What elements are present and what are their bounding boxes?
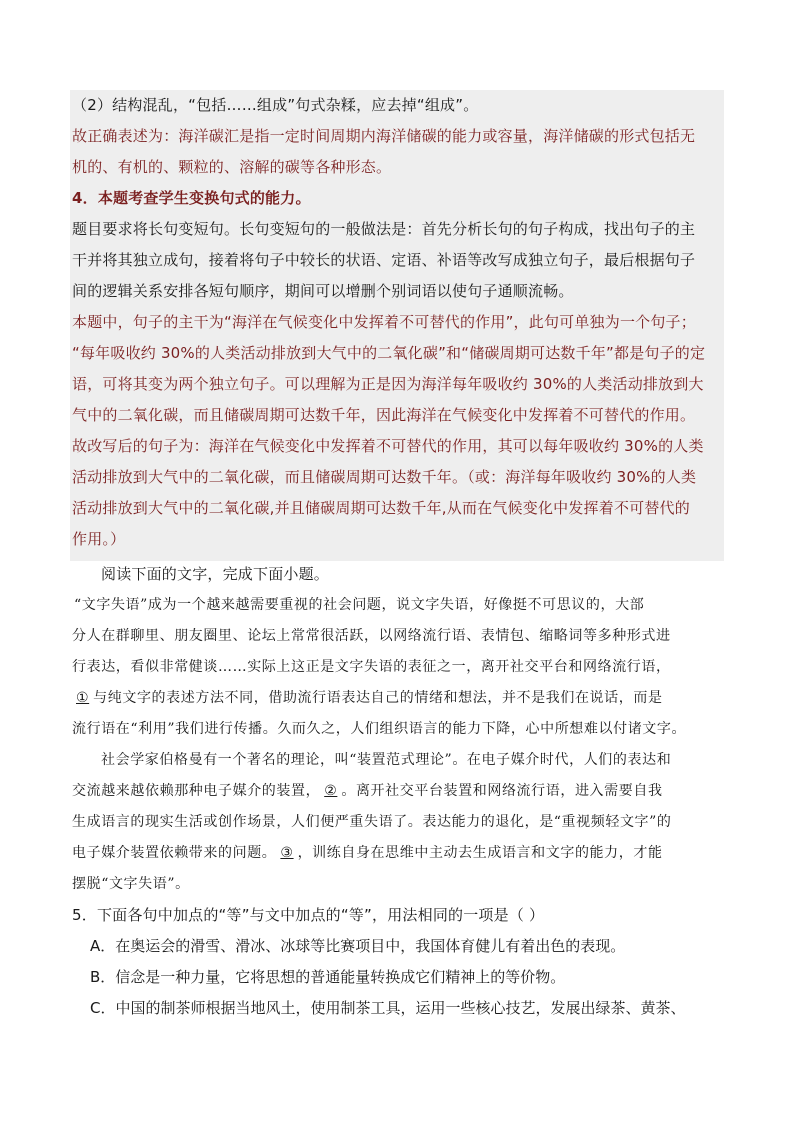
answer-line-5: 题目要求将长句变短句。长句变短句的一般做法是：首先分析长句的句子构成，找出句子的主: [72, 220, 696, 238]
question-5-stem: 5．下面各句中加点的“等”与文中加点的“等”，用法相同的一项是（ ）: [72, 906, 545, 924]
passage-line-5: 流行语在“利用”我们进行传播。久而久之，人们组织语言的能力下降，心中所想难以付诸文字。: [72, 721, 687, 737]
option-b[interactable]: B．信念是一种力量，它将思想的普通能量转换成它们精神上的等价物。: [90, 968, 566, 986]
passage-line-9-text-b: ，训练自身在思维中主动去生成语言和文字的能力，才能: [297, 845, 663, 861]
passage-line-1: “文字失语”成为一个越来越需要重视的社会问题，说文字失语，好像挺不可思议的，大部: [74, 597, 645, 613]
option-a[interactable]: A．在奥运会的滑雪、滑冰、冰球等比赛项目中，我国体育健儿有着出色的表现。: [90, 937, 626, 955]
passage-line-9-text-a: 电子媒介装置依赖带来的问题。: [72, 845, 277, 861]
blank-1: ①: [76, 690, 90, 706]
passage-line-7-text-a: 交流越来越依赖那种电子媒介的装置，: [72, 783, 321, 799]
answer-line-8: 本题中，句子的主干为“海洋在气候变化中发挥着不可替代的作用”，此句可单独为一个句子；: [72, 313, 696, 331]
answer-line-4: 4．本题考查学生变换句式的能力。: [72, 189, 311, 207]
passage-line-7-text-b: 。离开社交平台装置和网络流行语，进入需要自我: [341, 783, 663, 799]
answer-line-13: 活动排放到大气中的二氧化碳，而且储碳周期可达数千年。（或：海洋每年吸收约 30%的人类: [72, 468, 697, 486]
answer-line-2: 故正确表述为：海洋碳汇是指一定时间周期内海洋储碳的能力或容量，海洋储碳的形式包括无: [72, 127, 696, 145]
passage-line-6: 社会学家伯格曼有一个著名的理论，叫“装置范式理论”。在电子媒介时代，人们的表达和: [101, 752, 672, 768]
passage-line-10: 摆脱“文字失语”。: [72, 876, 190, 892]
option-c[interactable]: C．中国的制茶师根据当地风土，使用制茶工具，运用一些核心技艺，发展出绿茶、黄茶、: [90, 999, 686, 1017]
answer-line-12: 故改写后的句子为：海洋在气候变化中发挥着不可替代的作用，其可以每年吸收约 30%的人类: [72, 437, 704, 455]
passage-line-2: 分人在群聊里、朋友圈里、论坛上常常很活跃，以网络流行语、表情包、缩略词等多种形式进: [72, 628, 671, 644]
passage-line-8: 生成语言的现实生活或创作场景，人们便严重失语了。表达能力的退化，是“重视频轻文字”的: [72, 814, 672, 830]
answer-line-3: 机的、有机的、颗粒的、溶解的碳等各种形态。: [72, 158, 392, 176]
answer-line-10: 语，可将其变为两个独立句子。可以理解为正是因为海洋每年吸收约 30%的人类活动排放到大: [72, 375, 704, 393]
blank-3: ③: [280, 845, 294, 861]
passage-line-3: 行表达，看似非常健谈……实际上这正是文字失语的表征之一，离开社交平台和网络流行语，: [72, 659, 671, 675]
blank-2: ②: [324, 783, 338, 799]
passage-line-4-text: 与纯文字的表述方法不同，借助流行语表达自己的情绪和想法，并不是我们在说话，而是: [93, 690, 663, 706]
answer-line-11: 气中的二氧化碳，而且储碳周期可达数千年，因此海洋在气候变化中发挥着不可替代的作用。: [72, 406, 696, 424]
answer-line-9: “每年吸收约 30%的人类活动排放到大气中的二氧化碳”和“储碳周期可达数千年”都是句子的定: [72, 344, 706, 362]
passage-line-9: [72, 843, 663, 863]
passage-line-7: [72, 781, 663, 801]
answer-line-15: 作用。）: [72, 530, 126, 548]
answer-line-1: （2）结构混乱，“包括……组成”句式杂糅，应去掉“组成”。: [72, 96, 479, 114]
answer-line-14: 活动排放到大气中的二氧化碳,并且储碳周期可达数千年,从而在气候变化中发挥着不可替代的: [72, 499, 690, 517]
passage-line-4: [72, 688, 663, 708]
answer-line-7: 间的逻辑关系安排各短句顺序，期间可以增删个别词语以使句子通顺流畅。: [72, 282, 574, 300]
answer-line-6: 干并将其独立成句，接着将句子中较长的状语、定语、补语等改写成独立句子，最后根据句子: [72, 251, 696, 269]
reading-instruction: 阅读下面的文字，完成下面小题。: [101, 565, 330, 583]
